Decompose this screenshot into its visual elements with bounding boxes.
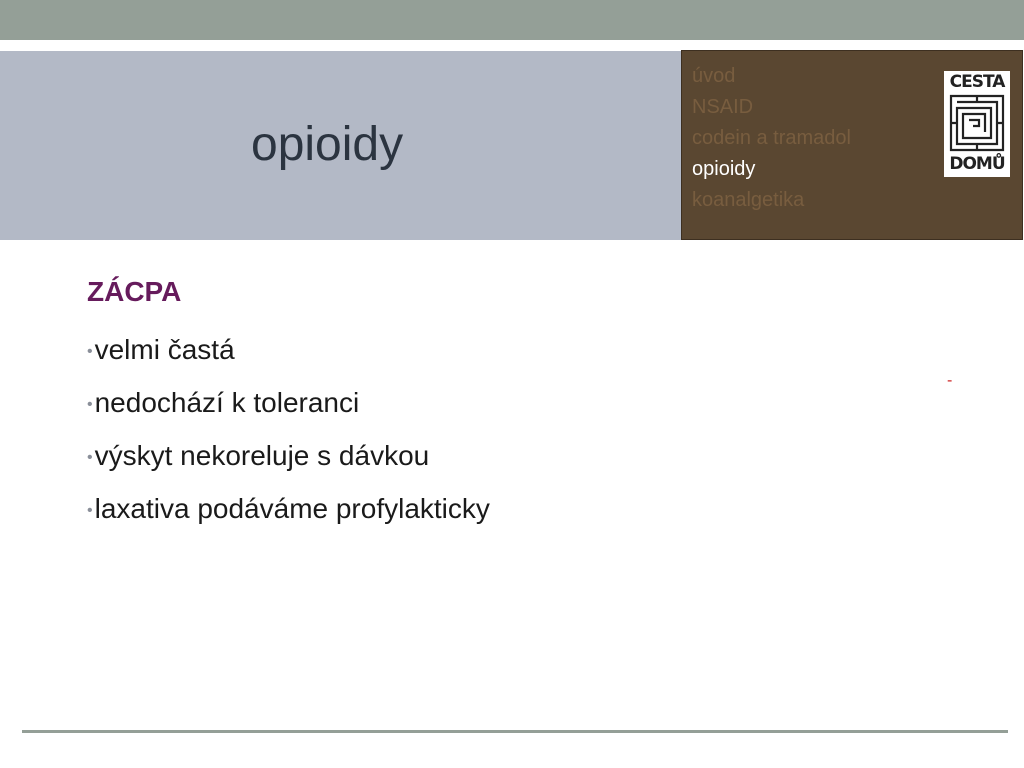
nav-item-uvod[interactable]: úvod — [692, 65, 736, 87]
red-dash-mark: - — [947, 372, 953, 389]
maze-icon — [948, 93, 1006, 153]
slide-title: opioidy — [251, 118, 404, 171]
bullet-item — [87, 430, 490, 483]
bullet-text: nedochází k toleranci — [94, 387, 360, 419]
bullet-item — [87, 377, 490, 430]
content-area — [87, 272, 490, 536]
bullet-item — [87, 324, 490, 377]
bullet-dot-icon: • — [87, 396, 93, 414]
nav-item-koanalgetika[interactable]: koanalgetika — [692, 189, 805, 211]
navigation-panel — [681, 50, 1023, 240]
bullet-item — [87, 483, 490, 536]
nav-list — [692, 61, 851, 216]
cesta-domu-logo — [944, 71, 1010, 177]
nav-item-nsaid[interactable]: NSAID — [692, 96, 754, 118]
bullet-dot-icon: • — [87, 343, 93, 361]
bullet-dot-icon: • — [87, 449, 93, 467]
nav-item-opioidy[interactable]: opioidy — [692, 158, 756, 180]
logo-top-word: CESTA — [949, 72, 1005, 92]
bullet-dot-icon: • — [87, 502, 93, 520]
top-band — [0, 0, 1024, 40]
bullet-list — [87, 324, 490, 536]
bullet-text: velmi častá — [94, 334, 235, 365]
content-heading: ZÁCPA — [87, 276, 182, 307]
nav-item-codein-a-tramadol[interactable]: codein a tramadol — [692, 127, 851, 149]
logo-bottom-word: DOMŮ — [949, 154, 1005, 174]
bottom-divider — [22, 730, 1008, 733]
bullet-text: výskyt nekoreluje s dávkou — [94, 440, 430, 472]
bullet-text: laxativa podáváme profylakticky — [94, 493, 490, 525]
